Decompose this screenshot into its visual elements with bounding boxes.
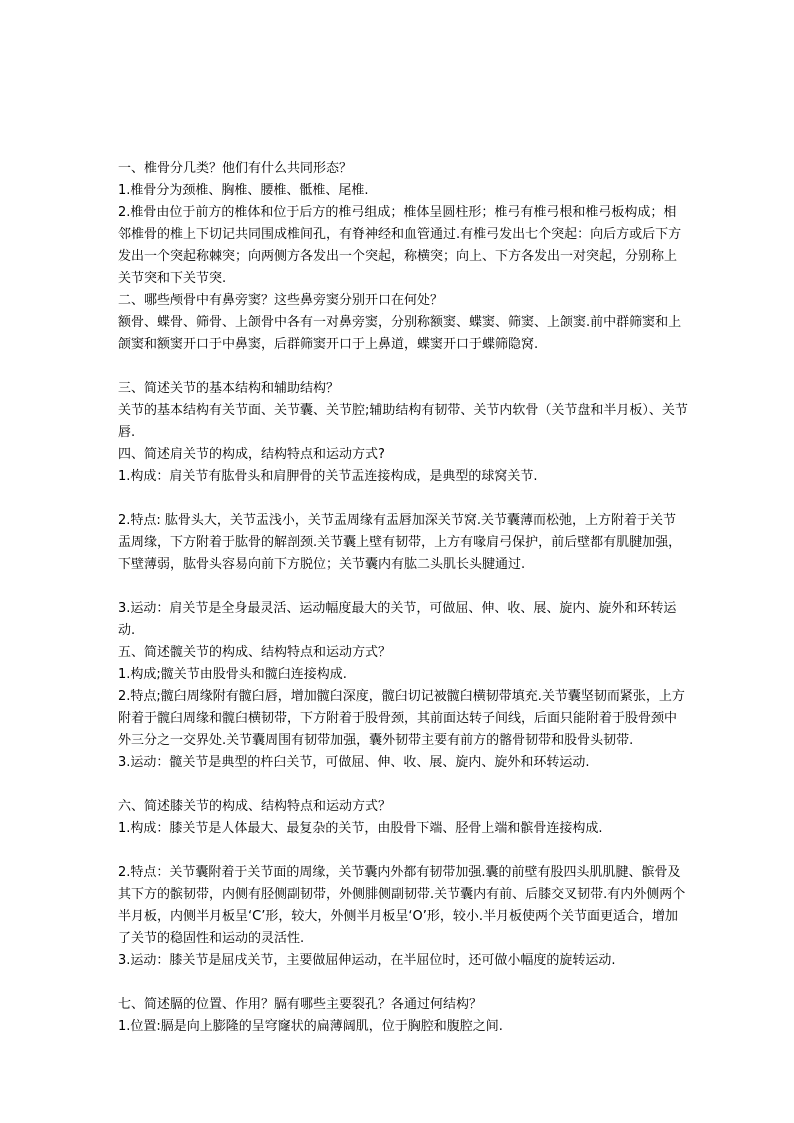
blank-line xyxy=(118,840,688,862)
heading-q4: 四、简述肩关节的构成，结构特点和运动方式? xyxy=(118,447,385,462)
document-page xyxy=(118,158,688,1038)
blank-line xyxy=(118,488,688,510)
paragraph: 1.构成：膝关节是人体最大、最复杂的关节，由股骨下端、胫骨上端和髌骨连接构成. xyxy=(118,821,603,836)
paragraph: 3.运动：肩关节是全身最灵活、运动幅度最大的关节，可做屈、伸、收、展、旋内、旋外和环转运动. xyxy=(118,601,677,638)
paragraph: 2.特点;髋臼周缘附有髋臼唇，增加髋臼深度，髋臼切记被髋臼横韧带填充.关节囊坚韧而紧张，上方附着于髋臼周缘和髋臼横韧带，下方附着于股骨颈，其前面达转子间线，后面只能附着于股骨颈中外三分之一交界处.关节囊周围有韧带加强，囊外韧带主要有前方的髂骨韧带和股骨头韧带. xyxy=(118,689,685,748)
paragraph: 1.构成：肩关节有肱骨头和肩胛骨的关节盂连接构成，是典型的球窝关节. xyxy=(118,469,538,484)
paragraph: 1.位置:膈是向上膨隆的呈穹窿状的扁薄阔肌，位于胸腔和腹腔之间. xyxy=(118,1019,503,1034)
paragraph: 2.特点：关节囊附着于关节面的周缘，关节囊内外都有韧带加强.囊的前壁有股四头肌肌腱、髌骨及其下方的髌韧带，内侧有胫侧副韧带，外侧腓侧副韧带.关节囊内有前、后膝交叉韧带.有内外侧两个半月板，内侧半月板呈‘C’形，较大，外侧半月板呈‘O’形，较小.半月板使两个关节面更适合，增加了关节的稳固性和运动的灵活性. xyxy=(118,865,686,946)
blank-line xyxy=(118,576,688,598)
paragraph: 2.特点: 肱骨头大，关节盂浅小，关节盂周缘有盂唇加深关节窝.关节囊薄而松弛，上方附着于关节盂周缘，下方附着于肱骨的解剖颈.关节囊上壁有韧带，上方有喙肩弓保护，前后壁都有肌腱加强，下壁薄弱，肱骨头容易向前下方脱位；关节囊内有肱二头肌长头腱通过. xyxy=(118,513,682,572)
blank-line xyxy=(118,774,688,796)
heading-q3: 三、简述关节的基本结构和辅助结构？ xyxy=(118,381,340,396)
heading-q5: 五、简述髋关节的构成、结构特点和运动方式？ xyxy=(118,645,392,660)
blank-line xyxy=(118,972,688,994)
paragraph: 3.运动：膝关节是屈戌关节，主要做屈伸运动，在半屈位时，还可做小幅度的旋转运动. xyxy=(118,953,616,968)
blank-line xyxy=(118,356,688,378)
heading-q2: 二、哪些颅骨中有鼻旁窦？这些鼻旁窦分别开口在何处？ xyxy=(118,293,444,308)
heading-q6: 六、简述膝关节的构成、结构特点和运动方式？ xyxy=(118,799,392,814)
paragraph: 1.构成;髋关节由股骨头和髋臼连接构成. xyxy=(118,667,347,682)
heading-q7: 七、简述膈的位置、作用？膈有哪些主要裂孔？各通过何结构？ xyxy=(118,997,483,1012)
paragraph: 关节的基本结构有关节面、关节囊、关节腔;辅助结构有韧带、关节内软骨（关节盘和半月板）、关节唇. xyxy=(118,403,688,440)
paragraph: 2.椎骨由位于前方的椎体和位于后方的椎弓组成；椎体呈圆柱形；椎弓有椎弓根和椎弓板构成；相邻椎骨的椎上下切记共同围成椎间孔，有脊神经和血管通过.有椎弓发出七个突起：向后方或后下方发出一个突起称棘突；向两侧方各发出一个突起，称横突；向上、下方各发出一对突起，分别称上关节突和下关节突. xyxy=(118,205,682,286)
heading-q1: 一、椎骨分几类？他们有什么共同形态？ xyxy=(118,161,353,176)
paragraph: 1.椎骨分为颈椎、胸椎、腰椎、骶椎、尾椎. xyxy=(118,183,369,198)
paragraph: 3.运动：髋关节是典型的杵臼关节，可做屈、伸、收、展、旋内、旋外和环转运动. xyxy=(118,755,590,770)
paragraph: 额骨、蝶骨、筛骨、上颌骨中各有一对鼻旁窦，分别称额窦、蝶窦、筛窦、上颌窦.前中群筛窦和上颌窦和额窦开口于中鼻窦，后群筛窦开口于上鼻道，蝶窦开口于蝶筛隐窝. xyxy=(118,315,682,352)
